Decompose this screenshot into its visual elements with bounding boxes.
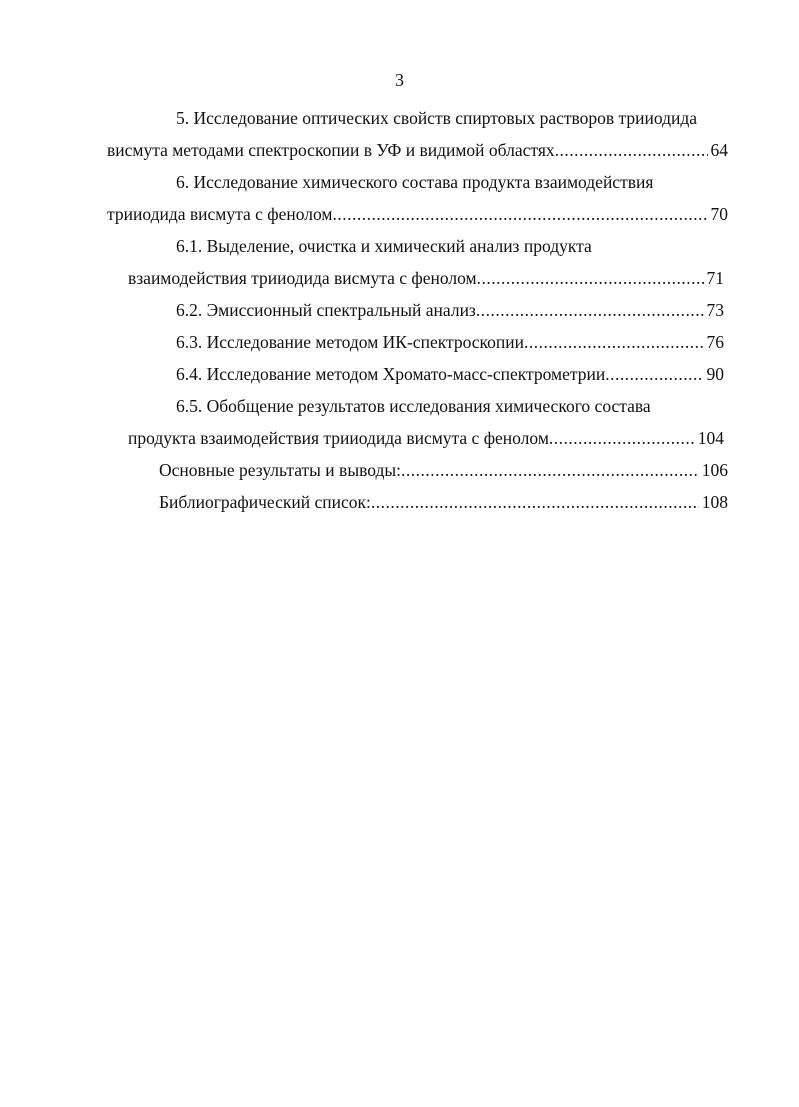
toc-page-number: 71 [706, 268, 724, 288]
dot-leader [524, 332, 703, 352]
toc-entry-title: 6.5. Обобщение результатов исследования химического состава [176, 396, 651, 416]
dot-leader [555, 140, 708, 160]
toc-entry-line [176, 300, 724, 320]
dot-leader [371, 492, 699, 512]
toc-entry-line [159, 460, 728, 480]
toc-entry-title: 6.3. Исследование методом ИК-спектроскопии [176, 332, 525, 352]
toc-entry-title: Основные результаты и выводы: [159, 460, 401, 480]
toc-entry-continuation [107, 140, 728, 160]
toc-page-number: 70 [710, 204, 728, 224]
toc-page-number: 90 [706, 364, 724, 384]
toc-entry-title-cont: трииодида висмута с фенолом [107, 204, 333, 224]
toc-page-number: 104 [697, 428, 724, 448]
toc-page-number: 76 [706, 332, 724, 352]
toc-page-number: 73 [706, 300, 724, 320]
toc-entry-title: 5. Исследование оптических свойств спиртовых растворов трииодида [176, 108, 698, 128]
toc-entry-title: 6.4. Исследование методом Хромато-масс-спектрометрии [176, 364, 606, 384]
toc-entry-continuation [107, 204, 728, 224]
toc-entry-line [176, 364, 724, 384]
toc-entry-line [159, 492, 728, 512]
dot-leader [476, 300, 704, 320]
dot-leader [605, 364, 703, 384]
toc-entry-line [176, 332, 724, 352]
toc-entry-continuation [128, 428, 724, 448]
dot-leader [401, 460, 699, 480]
toc-entry-title: 6.2. Эмиссионный спектральный анализ [176, 300, 476, 320]
dot-leader [477, 268, 704, 288]
toc-entry-title: 6. Исследование химического состава продукта взаимодействия [176, 172, 654, 192]
toc-entry-title-cont: висмута методами спектроскопии в УФ и видимой областях [107, 140, 555, 160]
dot-leader [332, 204, 707, 224]
toc-entry-title: Библиографический список: [159, 492, 371, 512]
toc-entry-title: 6.1. Выделение, очистка и химический анализ продукта [176, 236, 592, 256]
toc-entry-continuation [128, 268, 724, 288]
toc-page-number: 108 [701, 492, 728, 512]
dot-leader [549, 428, 695, 448]
toc-entry-title-cont: взаимодействия трииодида висмута с фенолом [128, 268, 477, 288]
page-number: 3 [395, 70, 404, 90]
toc-page-number: 64 [710, 140, 728, 160]
toc-page-number: 106 [701, 460, 728, 480]
toc-entry-title-cont: продукта взаимодействия трииодида висмута с фенолом [128, 428, 549, 448]
